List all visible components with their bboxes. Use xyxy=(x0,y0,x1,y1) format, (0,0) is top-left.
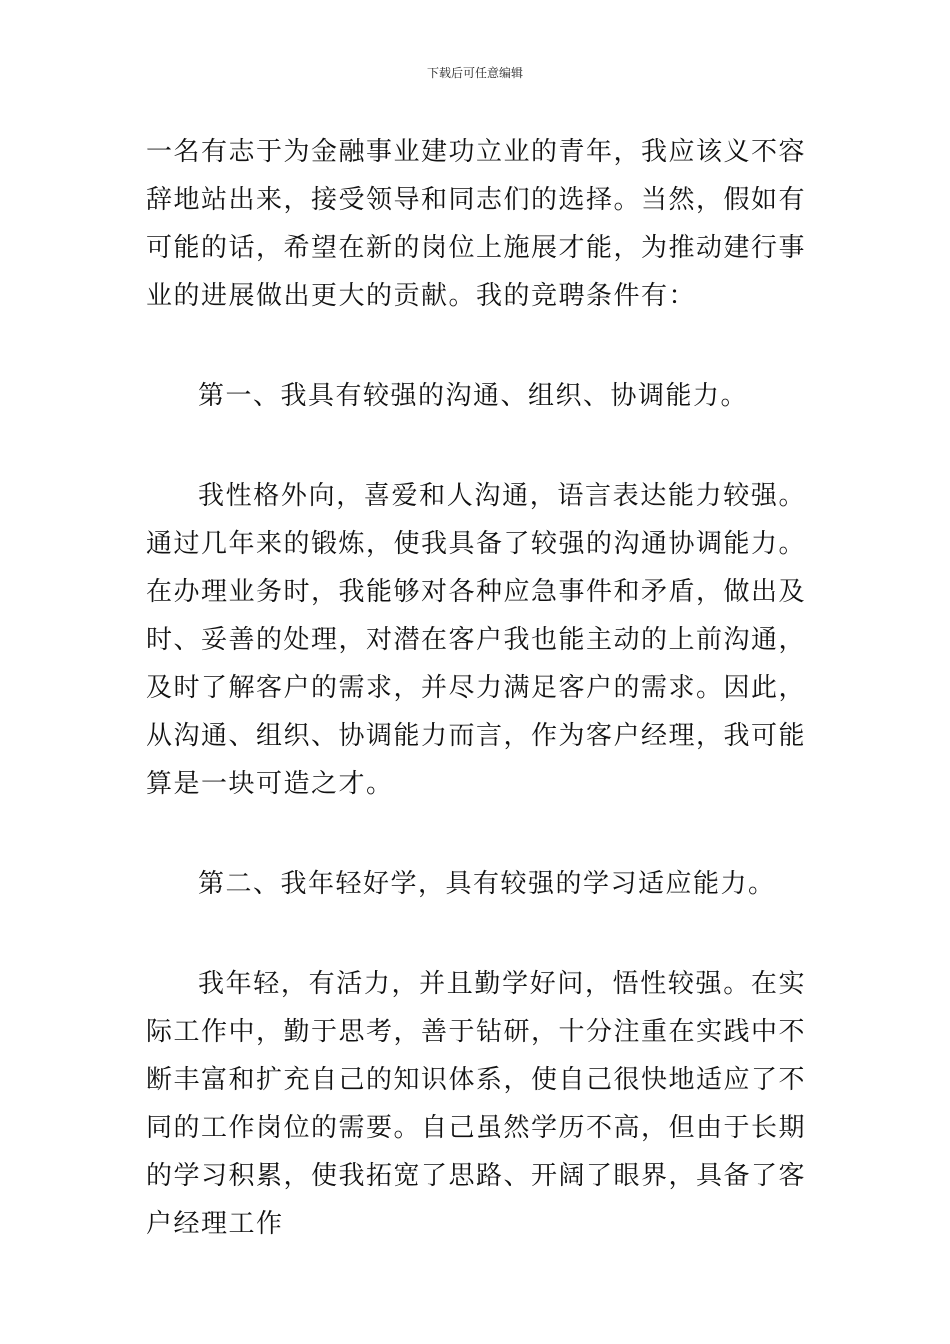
heading-point-one: 第一、我具有较强的沟通、组织、协调能力。 xyxy=(198,381,749,411)
paragraph-intro: 一名有志于为金融事业建功立业的青年，我应该义不容辞地站出来，接受领导和同志们的选择。当然，假如有可能的话，希望在新的岗位上施展才能，为推动建行事业的进展做出更大的贡献。我的竞聘条件有： xyxy=(146,137,807,311)
heading-point-two: 第二、我年轻好学，具有较强的学习适应能力。 xyxy=(198,869,776,899)
paragraph-point-two: 我年轻，有活力，并且勤学好问，悟性较强。在实际工作中，勤于思考，善于钻研，十分注重在实践中不断丰富和扩充自己的知识体系，使自己很快地适应了不同的工作岗位的需要。自己虽然学历不高，但由于长期的学习积累，使我拓宽了思路、开阔了眼界，具备了客户经理工作 xyxy=(146,969,807,1239)
paragraph-point-one: 我性格外向，喜爱和人沟通，语言表达能力较强。通过几年来的锻炼，使我具备了较强的沟通协调能力。在办理业务时，我能够对各种应急事件和矛盾，做出及时、妥善的处理，对潜在客户我也能主动的上前沟通，及时了解客户的需求，并尽力满足客户的需求。因此，从沟通、组织、协调能力而言，作为客户经理，我可能算是一块可造之才。 xyxy=(146,481,807,799)
document-body xyxy=(146,128,806,1248)
page-header-note: 下载后可任意编辑 xyxy=(426,66,523,80)
